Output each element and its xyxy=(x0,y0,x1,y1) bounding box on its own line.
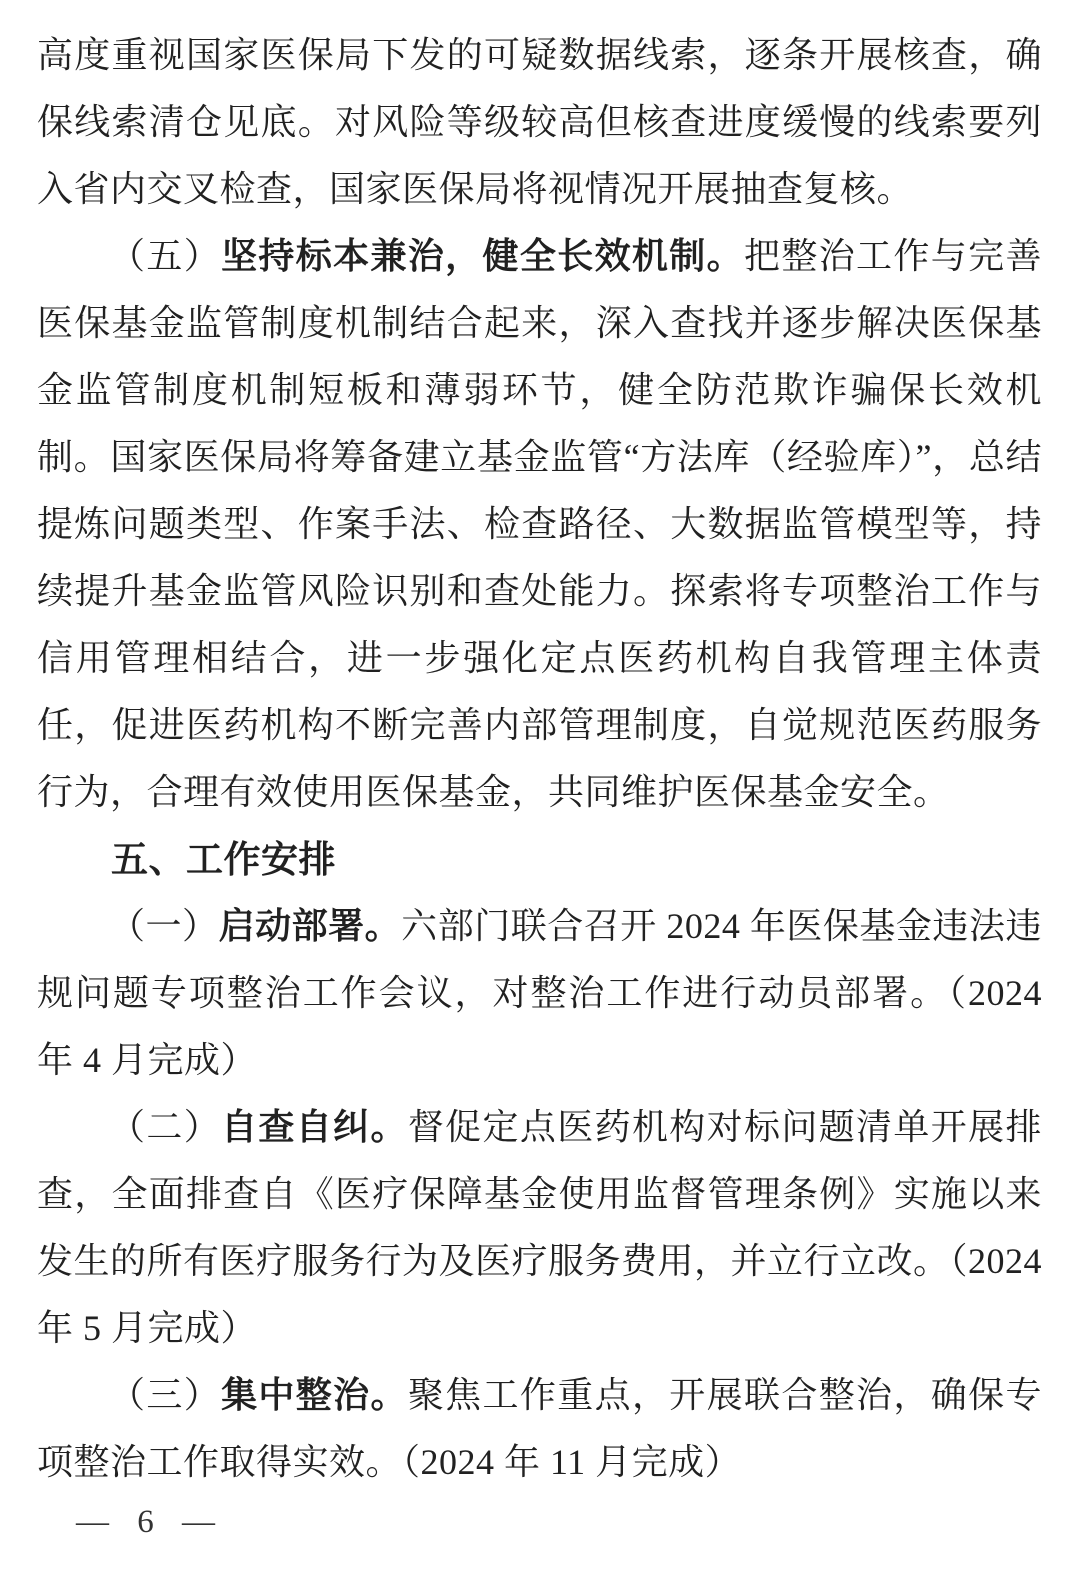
text-run: （五） xyxy=(109,236,222,276)
paragraph xyxy=(37,1094,1042,1362)
text-run: （一） xyxy=(109,906,219,946)
text-run: 高度重视国家医保局下发的可疑数据线索，逐条开展核查，确保线索清仓见底。对风险等级较高但核查进度缓慢的线索要列入省内交叉检查，国家医保局将视情况开展抽查复核。 xyxy=(37,35,1042,209)
section-heading xyxy=(37,826,1042,893)
paragraph xyxy=(37,1362,1042,1496)
paragraph xyxy=(37,223,1042,826)
emphasis-text-run: 集中整治。 xyxy=(221,1375,408,1415)
emphasis-text-run: 启动部署。 xyxy=(218,906,402,946)
text-run: 六部门联合召开 2024 年医保基金违法违规问题专项整治工作会议，对整治工作进行动员部署。（2024 年 4 月完成） xyxy=(37,906,1042,1080)
document-body xyxy=(37,22,1042,1496)
text-run: 聚焦工作重点，开展联合整治，确保专项整治工作取得实效。（2024 年 11 月完成） xyxy=(37,1375,1042,1482)
emphasis-text-run: 五、工作安排 xyxy=(111,839,336,880)
page-number-footer: — 6 — xyxy=(76,1504,217,1540)
emphasis-text-run: 自查自纠。 xyxy=(221,1107,408,1147)
text-run: （二） xyxy=(109,1107,222,1147)
text-run: 督促定点医药机构对标问题清单开展排查，全面排查自《医疗保障基金使用监督管理条例》实施以来发生的所有医疗服务行为及医疗服务费用，并立行立改。（2024 年 5 月完成） xyxy=(37,1107,1043,1348)
text-run: 把整治工作与完善医保基金监管制度机制结合起来，深入查找并逐步解决医保基金监管制度机制短板和薄弱环节，健全防范欺诈骗保长效机制。国家医保局将筹备建立基金监管“方法库（经验库）”，总结提炼问题类型、作案手法、检查路径、大数据监管模型等，持续提升基金监管风险识别和查处能力。探索将专项整治工作与信用管理相结合，进一步强化定点医药机构自我管理主体责任，促进医药机构不断完善内部管理制度，自觉规范医药服务行为，合理有效使用医保基金，共同维护医保基金安全。 xyxy=(37,236,1042,812)
paragraph xyxy=(37,893,1042,1094)
paragraph xyxy=(37,22,1042,223)
emphasis-text-run: 坚持标本兼治，健全长效机制。 xyxy=(221,236,744,276)
text-run: （三） xyxy=(109,1375,222,1415)
